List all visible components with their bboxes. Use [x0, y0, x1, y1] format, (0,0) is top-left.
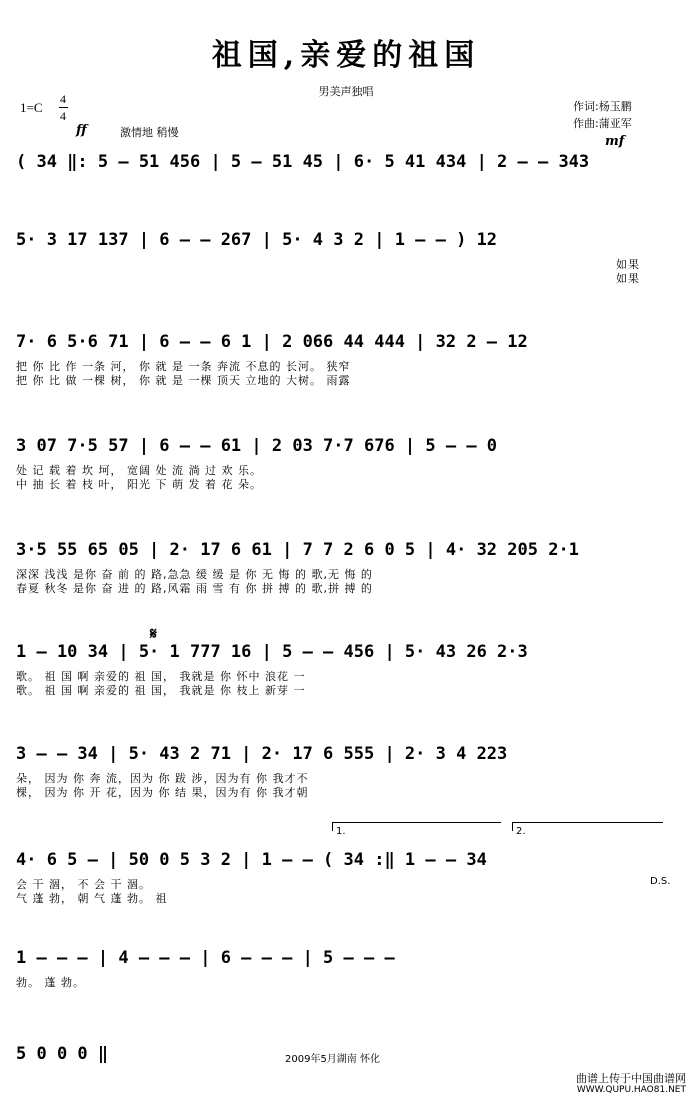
lyric-line: 歌。 祖 国 啊 亲爱的 祖 国， 我就是 你 枝上 新芽 一	[16, 684, 306, 697]
lyric-line: 朵， 因为 你 奔 流，因为 你 跋 涉，因为有 你 我才不	[16, 772, 309, 785]
expression-mark: 激情地 稍慢	[120, 126, 179, 139]
volta-label-2: 2.	[516, 826, 526, 837]
notation-line: 3·5 55 65 05 | 2· 17 6 61 | 7 7 2 6 0 5 | 4· 32 205 2·1	[16, 540, 579, 560]
lyric-line: 把 你 比 做 一棵 树， 你 就 是 一棵 顶天 立地的 大树。 雨露	[16, 374, 351, 387]
notation-line: 5 0 0 0 ‖	[16, 1044, 109, 1064]
lyric-line: 把 你 比 作 一条 河， 你 就 是 一条 奔流 不息的 长河。 狭窄	[16, 360, 351, 373]
time-signature-line	[59, 107, 68, 108]
time-signature-top: 4	[60, 92, 66, 106]
lyric-line: 气 蓬 勃， 朝 气 蓬 勃。 祖	[16, 892, 168, 905]
dynamic-ff-mark: ff	[76, 123, 87, 138]
segno-icon: 𝄋	[150, 624, 157, 643]
composer-credit: 作曲:蒲亚军	[573, 117, 632, 130]
time-signature-bottom: 4	[60, 109, 66, 123]
notation-line: 3 07 7·5 57 | 6 – – 61 | 2 03 7·7 676 | 5 – – 0	[16, 436, 498, 456]
notation-line: 5· 3 17 137 | 6 – – 267 | 5· 4 3 2 | 1 – – ) 12	[16, 230, 498, 250]
lyric-line: 会 干 涸， 不 会 干 涸。	[16, 878, 151, 891]
lyric-line: 春夏 秋冬 是你 奋 进 的 路,风霜 雨 雪 有 你 拼 搏 的 歌,拼 搏 的	[16, 582, 373, 595]
notation-line: 1 – 10 34 | 5· 1 777 16 | 5 – – 456 | 5· 43 26 2·3	[16, 642, 528, 662]
site-credit: 曲谱上传于中国曲谱网	[576, 1072, 686, 1085]
lyric-line: 棵， 因为 你 开 花，因为 你 结 果，因为有 你 我才朝	[16, 786, 309, 799]
volta-bracket-1	[332, 822, 501, 831]
notation-line: 3 – – 34 | 5· 43 2 71 | 2· 17 6 555 | 2· 3 4 223	[16, 744, 508, 764]
lyric-line: 勃。 蓬 勃。	[16, 976, 85, 989]
lyric-line: 处 记 载 着 坎 坷， 宽阔 处 流 淌 过 欢 乐。	[16, 464, 262, 477]
lyricist-credit: 作词:杨玉鹏	[573, 100, 632, 113]
song-subtitle: 男美声独唱	[318, 85, 374, 98]
date-location: 2009年5月湖南 怀化	[285, 1054, 380, 1065]
notation-line: 1 – – – | 4 – – – | 6 – – – | 5 – – –	[16, 948, 395, 968]
song-title: 祖国,亲爱的祖国	[211, 38, 481, 73]
dal-segno-mark: D.S.	[650, 876, 671, 887]
key-signature: 1=C	[20, 100, 43, 115]
lyric-line: 中 抽 长 着 枝 叶， 阳光 下 萌 发 着 花 朵。	[16, 478, 262, 491]
volta-bracket-2	[512, 822, 663, 831]
notation-line: ( 34 ‖: 5 – 51 456 | 5 – 51 45 | 6· 5 41 434 | 2 – – 343	[16, 152, 590, 172]
lyric-line: 如果	[616, 272, 640, 285]
site-url: WWW.QUPU.HAO81.NET	[576, 1085, 686, 1095]
notation-line: 7· 6 5·6 71 | 6 – – 6 1 | 2 066 44 444 | 32 2 – 12	[16, 332, 528, 352]
volta-label-1: 1.	[336, 826, 346, 837]
notation-line: 4· 6 5 – | 50 0 5 3 2 | 1 – – ( 34 :‖ 1 – – 34	[16, 850, 487, 870]
lyric-line: 深深 浅浅 是你 奋 前 的 路,急急 缓 缓 是 你 无 悔 的 歌,无 悔 的	[16, 568, 373, 581]
dynamic-mf-mark: mf	[605, 134, 625, 149]
lyric-line: 如果	[616, 258, 640, 271]
lyric-line: 歌。 祖 国 啊 亲爱的 祖 国， 我就是 你 怀中 浪花 一	[16, 670, 306, 683]
